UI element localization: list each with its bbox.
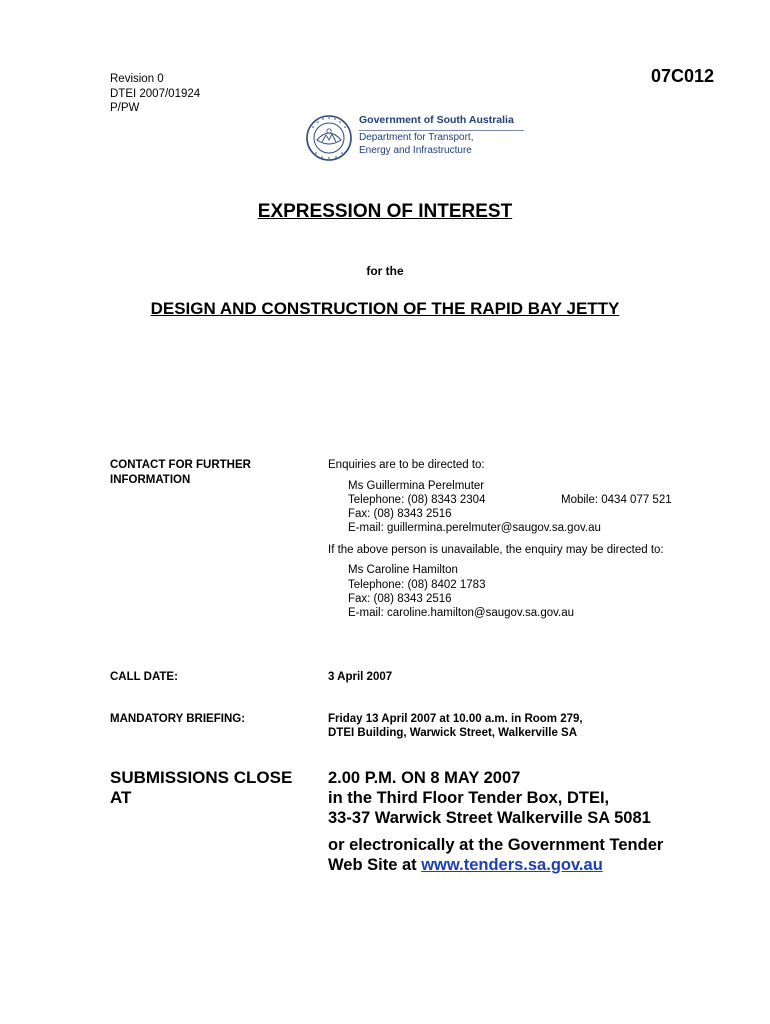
logo-divider — [359, 130, 524, 131]
submissions-label — [110, 768, 292, 808]
call-date-label: CALL DATE: — [110, 671, 178, 683]
dtei-reference: DTEI 2007/01924 — [110, 87, 201, 100]
secondary-contact-fax: Fax: (08) 8343 2516 — [348, 593, 452, 605]
submission-location-line-1: in the Third Floor Tender Box, DTEI, — [328, 789, 610, 807]
web-site-prefix: Web Site at — [328, 856, 422, 874]
primary-contact-name: Ms Guillermina Perelmuter — [348, 480, 485, 492]
logo-text — [359, 114, 524, 157]
revision-text: Revision 0 — [110, 73, 164, 85]
briefing-line-1: Friday 13 April 2007 at 10.00 a.m. in Room 279, — [328, 713, 583, 725]
contact-label-line-2: INFORMATION — [110, 473, 191, 486]
pw-text: P/PW — [110, 102, 140, 114]
government-name: Government of South Australia — [359, 114, 514, 126]
alternate-contact-intro: If the above person is unavailable, the enquiry may be directed to: — [328, 544, 664, 556]
primary-contact-telephone: Telephone: (08) 8343 2304 — [348, 494, 486, 506]
submissions-label-line-2: AT — [110, 788, 132, 807]
department-line-1: Department for Transport, — [359, 132, 474, 143]
for-the-text: for the — [366, 264, 404, 278]
briefing-line-2: DTEI Building, Warwick Street, Walkerville SA — [328, 727, 578, 739]
submission-location-line-2: 33-37 Warwick Street Walkerville SA 5081 — [328, 809, 651, 827]
contact-label-line-1: CONTACT FOR FURTHER — [110, 459, 251, 471]
primary-contact-mobile: Mobile: 0434 077 521 — [561, 494, 672, 506]
submission-deadline: 2.00 P.M. ON 8 MAY 2007 — [328, 769, 521, 787]
document-reference — [110, 72, 200, 116]
primary-contact-email: E-mail: guillermina.perelmuter@saugov.sa.gov.au — [348, 522, 601, 534]
electronic-submission-line-2 — [328, 855, 603, 875]
main-title: EXPRESSION OF INTEREST — [257, 201, 513, 222]
secondary-contact-telephone: Telephone: (08) 8402 1783 — [348, 579, 486, 591]
government-logo — [304, 113, 524, 163]
electronic-submission-line-1: or electronically at the Government Tender — [328, 836, 664, 854]
secondary-contact-email: E-mail: caroline.hamilton@saugov.sa.gov.au — [348, 607, 575, 619]
primary-contact-fax: Fax: (08) 8343 2516 — [348, 508, 452, 520]
submissions-label-line-1: SUBMISSIONS CLOSE — [110, 768, 293, 787]
secondary-contact-name: Ms Caroline Hamilton — [348, 564, 458, 576]
project-title: DESIGN AND CONSTRUCTION OF THE RAPID BAY JETTY — [150, 299, 620, 318]
enquiries-intro: Enquiries are to be directed to: — [328, 459, 485, 471]
contact-label — [110, 458, 251, 487]
state-seal-icon — [304, 113, 354, 163]
department-line-2: Energy and Infrastructure — [359, 144, 472, 156]
document-code: 07C012 — [650, 66, 714, 86]
tenders-website-link[interactable]: www.tenders.sa.gov.au — [421, 856, 603, 874]
briefing-label: MANDATORY BRIEFING: — [110, 713, 246, 725]
call-date-value: 3 April 2007 — [328, 671, 393, 683]
